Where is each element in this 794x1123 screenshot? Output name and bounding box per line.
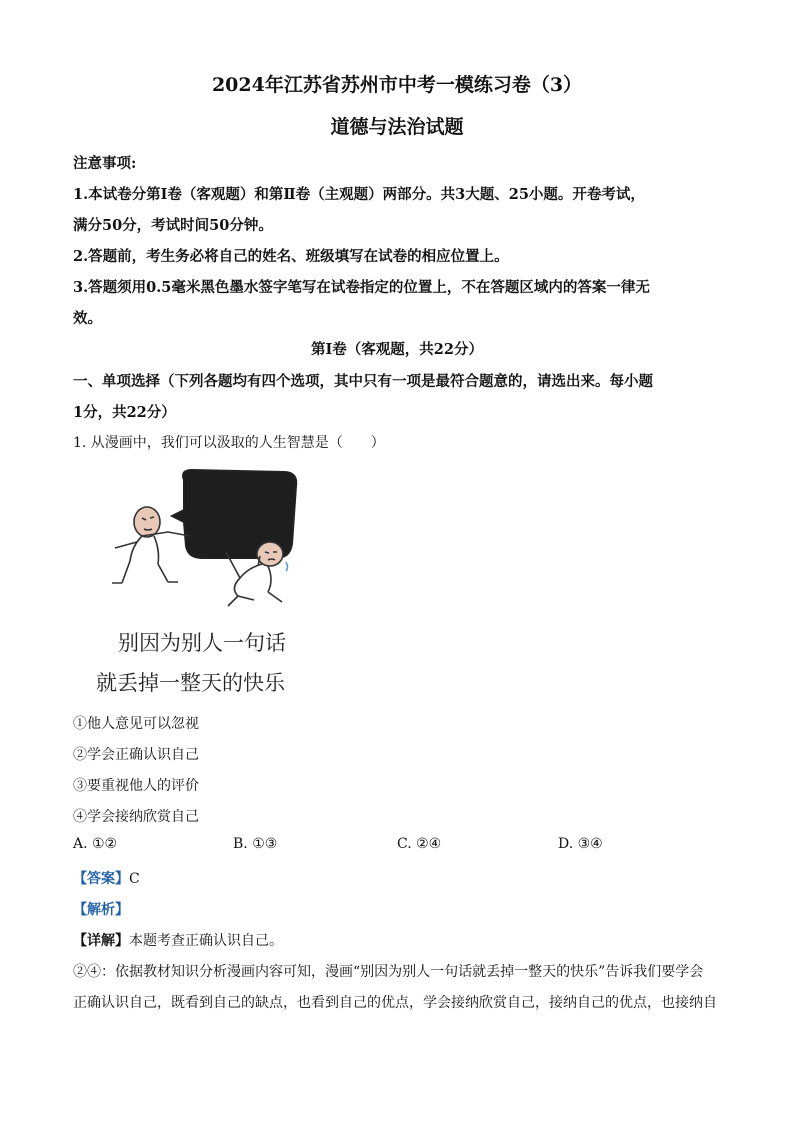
notes-line: 满分50分，考试时间50分钟。 bbox=[73, 217, 273, 234]
statement-item: ④学会接纳欣赏自己 bbox=[73, 809, 199, 825]
notes-line: 1.本试卷分第Ⅰ卷（客观题）和第Ⅱ卷（主观题）两部分。共3大题、25小题。开卷考试， bbox=[73, 186, 645, 203]
statement-item: ②学会正确认识自己 bbox=[73, 747, 199, 763]
part1-instruction: 1分，共22分） bbox=[73, 404, 176, 421]
option-a: A. ①② bbox=[73, 836, 118, 852]
page-subtitle: 道德与法治试题 bbox=[330, 116, 464, 138]
statement-item: ③要重视他人的评价 bbox=[73, 778, 199, 794]
notes-line: 2.答题前，考生务必将自己的姓名、班级填写在试卷的相应位置上。 bbox=[73, 248, 509, 265]
answer-row bbox=[73, 868, 140, 888]
detail-row bbox=[73, 930, 283, 950]
question-stem: 1. 从漫画中，我们可以汲取的人生智慧是（ ） bbox=[73, 435, 385, 451]
option-d: D. ③④ bbox=[558, 836, 603, 852]
notes-line: 3.答题须用0.5毫米黑色墨水签字笔写在试卷指定的位置上，不在答题区域内的答案一律无 bbox=[73, 279, 650, 296]
statement-item: ①他人意见可以忽视 bbox=[73, 716, 199, 732]
answer-value: C bbox=[129, 871, 140, 887]
detail-text: 本题考查正确认识自己。 bbox=[129, 933, 283, 949]
cartoon-caption-line2: 就丢掉一整天的快乐 bbox=[96, 671, 285, 695]
page-title: 2024年江苏省苏州市中考一模练习卷（3） bbox=[211, 74, 583, 96]
part1-heading: 第Ⅰ卷（客观题，共22分） bbox=[311, 341, 483, 358]
detail-label: 【详解】 bbox=[73, 933, 129, 949]
option-b: B. ①③ bbox=[233, 836, 278, 852]
cartoon-drawing bbox=[92, 466, 322, 706]
analysis-label: 【解析】 bbox=[73, 902, 129, 918]
cartoon-illustration bbox=[92, 466, 322, 706]
option-c: C. ②④ bbox=[397, 836, 442, 852]
notes-heading: 注意事项: bbox=[73, 155, 137, 172]
explanation-line: ②④：依据教材知识分析漫画内容可知，漫画“别因为别人一句话就丢掉一整天的快乐”告诉我们要学会 bbox=[73, 964, 704, 980]
answer-label: 【答案】 bbox=[73, 871, 129, 887]
analysis-row bbox=[73, 899, 129, 919]
part1-instruction: 一、单项选择（下列各题均有四个选项，其中只有一项是最符合题意的，请选出来。每小题 bbox=[73, 373, 653, 390]
cartoon-caption-line1: 别因为别人一句话 bbox=[118, 631, 286, 655]
notes-line: 效。 bbox=[73, 310, 102, 327]
explanation-line: 正确认识自己，既看到自己的缺点，也看到自己的优点，学会接纳欣赏自己，接纳自己的优点，也接纳自 bbox=[73, 995, 717, 1011]
